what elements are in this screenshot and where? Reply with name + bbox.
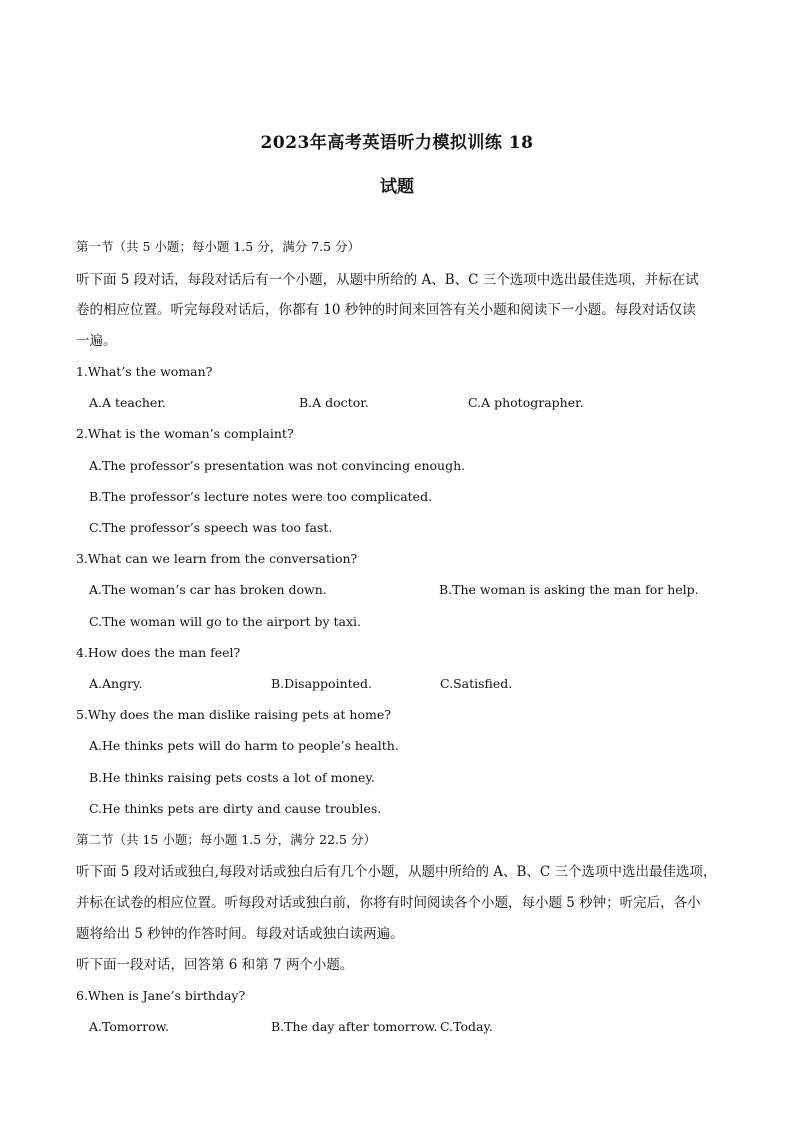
section1-instruction-line: 卷的相应位置。听完每段对话后，你都有 10 秒钟的时间来回答有关小题和阅读下一小题。每段对话仅读 [76,302,696,318]
question-5-option-c: C.He thinks pets are dirty and cause troubles. [89,801,382,816]
question-4-option-b: B.Disappointed. [271,676,373,691]
question-2-option-b: B.The professor’s lecture notes were too complicated. [89,489,433,504]
question-4-stem: 4.How does the man feel? [76,645,241,660]
question-5-option-b: B.He thinks raising pets costs a lot of money. [89,770,375,785]
question-3-option-c: C.The woman will go to the airport by taxi. [89,614,361,629]
question-6-stem: 6.When is Jane’s birthday? [76,988,246,1003]
question-6-option-b: B.The day after tomorrow. [271,1019,438,1034]
section1-instruction-line: 听下面 5 段对话，每段对话后有一个小题，从题中所给的 A、B、C 三个选项中选出最佳选项，并标在试 [76,272,699,288]
section2-instruction-line: 并标在试卷的相应位置。听每段对话或独白前，你将有时间阅读各个小题，每小题 5 秒钟；听完后，各小 [76,895,701,911]
section1-instruction-line: 一遍。 [76,333,117,349]
section2-header: 第二节（共 15 小题；每小题 1.5 分，满分 22.5 分） [76,832,376,847]
question-2-option-a: A.The professor’s presentation was not convincing enough. [89,458,466,473]
section2-instruction-line: 听下面 5 段对话或独白,每段对话或独白后有几个小题，从题中所给的 A、B、C 三个选项中选出最佳选项， [76,864,717,880]
question-1-option-a: A.A teacher. [89,395,166,410]
page-subtitle: 试题 [380,177,414,197]
section2-instruction-line: 题将给出 5 秒钟的作答时间。每段对话或独白读两遍。 [76,926,404,942]
page-title: 2023年高考英语听力模拟训练 18 [260,133,534,153]
question-2-stem: 2.What is the woman’s complaint? [76,426,294,441]
section1-header: 第一节（共 5 小题；每小题 1.5 分，满分 7.5 分） [76,239,361,254]
question-1-option-c: C.A photographer. [468,395,584,410]
question-2-option-c: C.The professor’s speech was too fast. [89,520,333,535]
question-6-option-a: A.Tomorrow. [89,1019,169,1034]
question-4-option-a: A.Angry. [89,676,143,691]
question-3-option-a: A.The woman’s car has broken down. [89,582,327,597]
question-5-stem: 5.Why does the man dislike raising pets at home? [76,707,391,722]
question-5-option-a: A.He thinks pets will do harm to people’s health. [89,738,399,753]
question-6-option-c: C.Today. [440,1019,493,1034]
question-3-option-b: B.The woman is asking the man for help. [439,582,699,597]
section2-group-intro: 听下面一段对话，回答第 6 和第 7 两个小题。 [76,957,354,973]
question-4-option-c: C.Satisfied. [440,676,513,691]
question-1-stem: 1.What’s the woman? [76,364,213,379]
question-3-stem: 3.What can we learn from the conversation? [76,551,358,566]
question-1-option-b: B.A doctor. [299,395,369,410]
